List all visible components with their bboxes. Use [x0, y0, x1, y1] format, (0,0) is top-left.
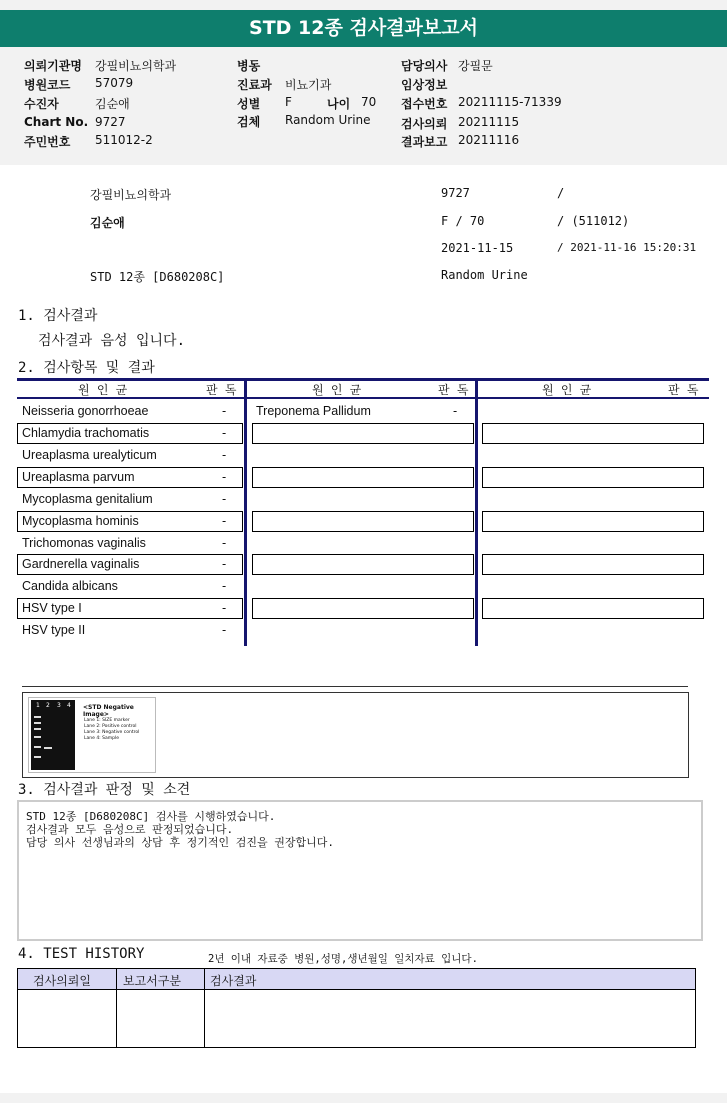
info-value: 강필문	[458, 59, 493, 73]
column-divider	[116, 969, 117, 1047]
gel-image-title: <STD Negative Image>	[83, 704, 134, 718]
col-header-result: 판 독	[668, 383, 699, 397]
info-label: 병원코드	[24, 78, 71, 92]
row-box	[252, 598, 474, 619]
gel-legend-item: Lane 2: Positive control	[84, 724, 137, 729]
lane-number: 3	[57, 702, 61, 709]
summary-test-name: STD 12종 [D680208C]	[90, 270, 225, 284]
pathogen-name: Trichomonas vaginalis	[22, 536, 146, 550]
column-divider	[244, 378, 247, 646]
info-label: 임상정보	[401, 78, 448, 92]
report-title: STD 12종 검사결과보고서	[0, 10, 727, 47]
info-value: 비뇨기과	[285, 78, 332, 92]
pathogen-result: -	[222, 514, 227, 528]
info-label: 수진자	[24, 97, 59, 111]
opinion-line: STD 12종 [D680208C] 검사를 시행하였습니다.	[26, 810, 276, 823]
col-header-pathogen: 원 인 균	[78, 383, 128, 397]
pathogen-result: -	[222, 623, 227, 637]
info-value: 9727	[95, 115, 126, 129]
pathogen-name: Mycoplasma genitalium	[22, 492, 153, 506]
history-table-header	[18, 969, 695, 990]
row-box	[252, 511, 474, 532]
opinion-line: 담당 의사 선생님과의 상담 후 정기적인 검진을 권장합니다.	[26, 836, 335, 849]
row-box	[482, 598, 704, 619]
info-label: 담당의사	[401, 59, 448, 73]
pathogen-name: HSV type II	[22, 623, 86, 637]
summary-chart: 9727	[441, 186, 470, 200]
info-value: Random Urine	[285, 113, 371, 127]
info-label: 나이	[327, 97, 351, 111]
pathogen-name: Treponema Pallidum	[256, 404, 371, 418]
section-divider	[22, 686, 688, 687]
summary-sex-age: F / 70	[441, 214, 485, 228]
info-value: 강필비뇨의학과	[95, 59, 177, 73]
gel-legend-item: Lane 4: Sample	[84, 736, 119, 741]
summary-request-date: 2021-11-15	[441, 241, 514, 255]
section-2-title: 2. 검사항목 및 결과	[18, 360, 155, 376]
col-header-result: 판 독	[206, 383, 237, 397]
gel-band	[34, 728, 41, 730]
row-box	[482, 554, 704, 575]
info-label: Chart No.	[24, 115, 89, 129]
summary-separator: /	[557, 186, 565, 200]
info-label: 병동	[237, 59, 261, 73]
pathogen-result: -	[222, 426, 227, 440]
summary-patient-name: 김순애	[90, 216, 125, 230]
lane-number: 4	[67, 702, 71, 709]
pathogen-name: Ureaplasma urealyticum	[22, 448, 157, 462]
col-header-pathogen: 원 인 균	[542, 383, 592, 397]
pathogen-name: Candida albicans	[22, 579, 118, 593]
section-1-title: 1. 검사결과	[18, 308, 98, 324]
info-label: 진료과	[237, 78, 272, 92]
pathogen-result: -	[222, 557, 227, 571]
history-col-request-date: 검사의뢰일	[33, 974, 91, 988]
info-label: 의뢰기관명	[24, 59, 82, 73]
info-label: 성별	[237, 97, 261, 111]
lane-number: 1	[36, 702, 40, 709]
history-table	[17, 968, 696, 1048]
row-box	[252, 554, 474, 575]
gel-band	[44, 747, 52, 749]
row-box	[482, 511, 704, 532]
column-divider	[204, 969, 205, 1047]
info-value: 김순애	[95, 97, 130, 111]
col-header-result: 판 독	[438, 383, 469, 397]
summary-report-datetime: / 2021-11-16 15:20:31	[557, 241, 697, 254]
info-value: 20211116	[458, 133, 520, 147]
info-value: 511012-2	[95, 133, 153, 147]
opinion-line: 검사결과 모두 음성으로 판정되었습니다.	[26, 823, 234, 836]
section-1-result: 검사결과 음성 입니다.	[38, 333, 186, 349]
pathogen-result: -	[222, 601, 227, 615]
pathogen-result: -	[222, 404, 227, 418]
pathogen-name: HSV type I	[22, 601, 82, 615]
info-label: 주민번호	[24, 135, 71, 149]
lane-number: 2	[46, 702, 50, 709]
gel-band	[34, 722, 41, 724]
history-note: 2년 이내 자료중 병원,성명,생년월일 일치자료 입니다.	[208, 953, 478, 965]
gel-band	[34, 736, 41, 738]
section-4-title: 4. TEST HISTORY	[18, 946, 145, 962]
row-box	[482, 467, 704, 488]
info-value: 20211115	[458, 115, 520, 129]
summary-birth: / (511012)	[557, 214, 630, 228]
pathogen-result: -	[222, 448, 227, 462]
row-box	[482, 423, 704, 444]
pathogen-result: -	[222, 492, 227, 506]
info-label: 검체	[237, 115, 261, 129]
section-3-title: 3. 검사결과 판정 및 소견	[18, 782, 191, 798]
gel-band	[34, 716, 41, 718]
gel-image	[31, 700, 75, 770]
pathogen-name: Mycoplasma hominis	[22, 514, 139, 528]
summary-clinic: 강필비뇨의학과	[90, 188, 172, 202]
info-label: 접수번호	[401, 97, 448, 111]
gel-legend	[84, 718, 139, 742]
history-col-report-type: 보고서구분	[123, 974, 181, 988]
pathogen-result: -	[222, 579, 227, 593]
pathogen-name: Chlamydia trachomatis	[22, 426, 150, 440]
info-value: 57079	[95, 76, 134, 90]
gel-legend-item: Lane 3: Negative control	[84, 730, 140, 735]
gel-legend-item: Lane 1: SIZE marker	[84, 718, 130, 723]
pathogen-result: -	[222, 470, 227, 484]
row-box	[252, 423, 474, 444]
info-value: 20211115-71339	[458, 95, 562, 109]
pathogen-result: -	[453, 404, 458, 418]
gel-image-thumbnail	[28, 697, 156, 773]
summary-specimen: Random Urine	[441, 268, 528, 282]
info-label: 결과보고	[401, 135, 448, 149]
pathogen-result: -	[222, 536, 227, 550]
opinion-box	[17, 800, 703, 941]
info-label: 검사의뢰	[401, 117, 448, 131]
gel-band	[34, 756, 41, 758]
pathogen-name: Ureaplasma parvum	[22, 470, 135, 484]
info-value: 70	[361, 95, 377, 109]
history-col-result: 검사결과	[210, 974, 257, 988]
gel-band	[34, 746, 41, 748]
row-box	[252, 467, 474, 488]
column-divider	[475, 378, 478, 646]
pathogen-name: Neisseria gonorrhoeae	[22, 404, 149, 418]
info-value: F	[285, 95, 292, 109]
col-header-pathogen: 원 인 균	[312, 383, 362, 397]
pathogen-name: Gardnerella vaginalis	[22, 557, 140, 571]
opinion-text	[26, 810, 334, 849]
